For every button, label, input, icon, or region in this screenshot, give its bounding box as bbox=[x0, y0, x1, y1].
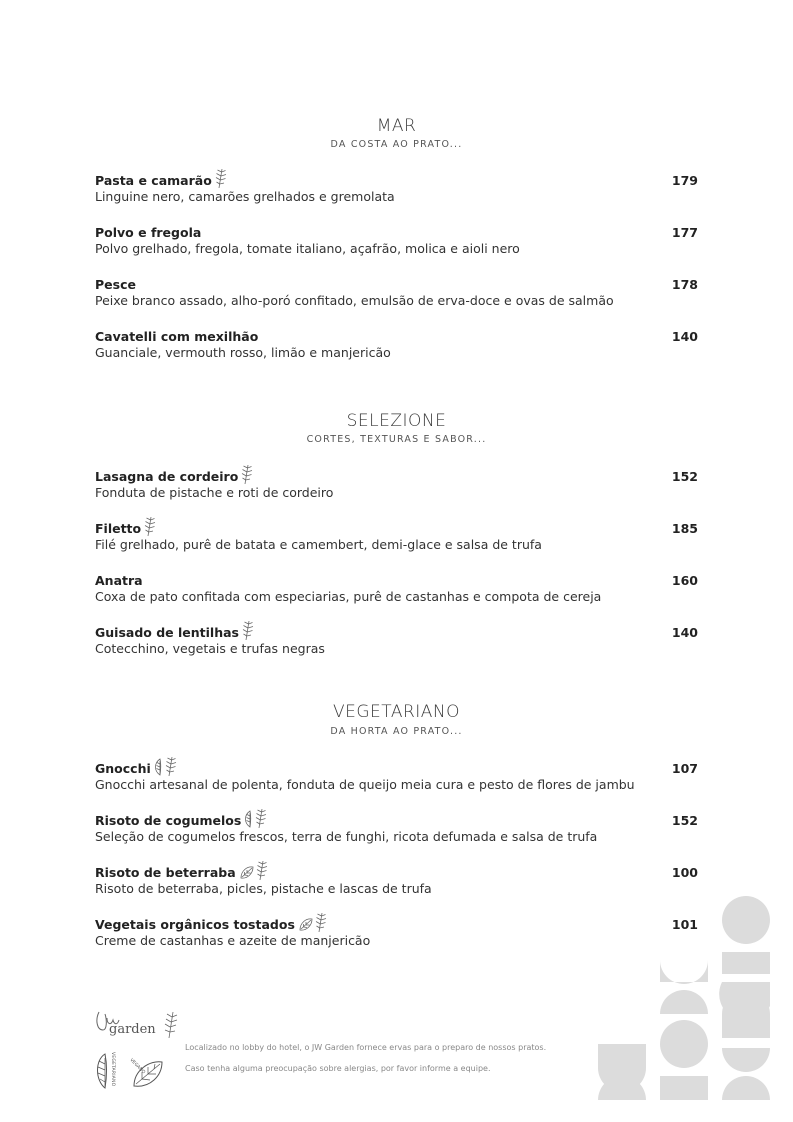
menu-item-description: Filé grelhado, purê de batata e camembert, demi-glace e salsa de trufa bbox=[95, 537, 542, 552]
jw-garden-herb-icon bbox=[315, 912, 327, 932]
menu-item-description: Gnocchi artesanal de polenta, fonduta de queijo meia cura e pesto de flores de jambu bbox=[95, 777, 635, 792]
jw-garden-herb-icon bbox=[242, 620, 254, 640]
menu-item-name-text: Risoto de cogumelos bbox=[95, 813, 242, 828]
decorative-geometric-pattern bbox=[598, 896, 773, 1104]
menu-item-price: 185 bbox=[671, 521, 698, 536]
jw-garden-logo bbox=[93, 1008, 183, 1044]
menu-item-tag-icons bbox=[298, 912, 328, 932]
menu-item-description: Coxa de pato confitada com especiarias, purê de castanhas e compota de cereja bbox=[95, 589, 602, 604]
menu-item-price: 140 bbox=[671, 329, 698, 344]
vegan-legend-label: VEGANO bbox=[128, 1058, 146, 1076]
jw-garden-logo-text: garden bbox=[109, 1022, 156, 1037]
menu-item-name bbox=[95, 516, 157, 536]
menu-item-header bbox=[95, 810, 698, 828]
menu-item-name-text: Vegetais orgânicos tostados bbox=[95, 917, 295, 932]
footer-note bbox=[185, 1037, 546, 1079]
menu-item-name bbox=[95, 620, 255, 640]
menu-item-description: Polvo grelhado, fregola, tomate italiano, açafrão, molica e aioli nero bbox=[95, 241, 520, 256]
menu-item-description: Cotecchino, vegetais e trufas negras bbox=[95, 641, 325, 656]
section-subtitle-mar: DA COSTA AO PRATO... bbox=[330, 139, 463, 150]
menu-item-price: 152 bbox=[671, 813, 698, 828]
footer-note-line-2: Caso tenha alguma preocupação sobre alergias, por favor informe a equipe. bbox=[185, 1064, 491, 1073]
jw-garden-herb-icon bbox=[215, 168, 227, 188]
menu-item-name bbox=[95, 912, 328, 932]
menu-item-tag-icons bbox=[239, 860, 269, 880]
vegetarian-leaf-icon bbox=[154, 758, 164, 776]
menu-item-header bbox=[95, 622, 698, 640]
footer-note-line-1: Localizado no lobby do hotel, o JW Garden fornece ervas para o preparo de nossos pratos. bbox=[185, 1043, 547, 1052]
menu-item-header bbox=[95, 222, 698, 240]
menu-item-name-text: Pasta e camarão bbox=[95, 173, 212, 188]
menu-item-name bbox=[95, 329, 258, 344]
menu-item-name-text: Cavatelli com mexilhão bbox=[95, 329, 259, 344]
menu-item-name-text: Polvo e fregola bbox=[95, 225, 202, 240]
menu-item-header bbox=[95, 274, 698, 292]
jw-garden-herb-icon bbox=[241, 464, 253, 484]
vegan-legend-icon bbox=[128, 1052, 168, 1092]
menu-item bbox=[95, 862, 698, 896]
menu-item bbox=[95, 518, 698, 552]
menu-item-price: 178 bbox=[671, 277, 698, 292]
menu-item-header bbox=[95, 518, 698, 536]
menu-item-name bbox=[95, 808, 268, 828]
menu-item-name-text: Filetto bbox=[95, 521, 142, 536]
menu-item-tag-icons bbox=[241, 464, 254, 484]
menu-item-price: 152 bbox=[671, 469, 698, 484]
menu-item-description: Creme de castanhas e azeite de manjericão bbox=[95, 933, 371, 948]
menu-item-price: 101 bbox=[671, 917, 698, 932]
jw-garden-herb-icon bbox=[255, 808, 267, 828]
menu-item bbox=[95, 274, 698, 308]
menu-item-name bbox=[95, 860, 269, 880]
menu-item bbox=[95, 810, 698, 844]
menu-item-name bbox=[95, 225, 201, 240]
menu-item-tag-icons bbox=[144, 516, 157, 536]
menu-item bbox=[95, 466, 698, 500]
vegetarian-legend-icon bbox=[93, 1050, 121, 1092]
menu-item-name-text: Guisado de lentilhas bbox=[95, 625, 239, 640]
menu-item bbox=[95, 622, 698, 656]
menu-item-name bbox=[95, 168, 228, 188]
menu-item-header bbox=[95, 758, 698, 776]
menu-item bbox=[95, 758, 698, 792]
menu-item bbox=[95, 170, 698, 204]
menu-item-name-text: Anatra bbox=[95, 573, 143, 588]
menu-item-description: Peixe branco assado, alho-poró confitado, emulsão de erva-doce e ovas de salmão bbox=[95, 293, 614, 308]
vegetarian-leaf-icon bbox=[244, 810, 254, 828]
jw-garden-herb-icon bbox=[256, 860, 268, 880]
menu-item-name bbox=[95, 464, 254, 484]
menu-item-name-text: Lasagna de cordeiro bbox=[95, 469, 239, 484]
menu-item-description: Linguine nero, camarões grelhados e gremolata bbox=[95, 189, 395, 204]
vegetarian-legend-label: VEGETARIANO bbox=[110, 1052, 115, 1087]
menu-item-header bbox=[95, 570, 698, 588]
menu-item-description: Seleção de cogumelos frescos, terra de funghi, ricota defumada e salsa de trufa bbox=[95, 829, 598, 844]
menu-item-name bbox=[95, 756, 178, 776]
menu-item-price: 177 bbox=[671, 225, 698, 240]
menu-item-tag-icons bbox=[215, 168, 228, 188]
menu-item-price: 160 bbox=[671, 573, 698, 588]
menu-item bbox=[95, 222, 698, 256]
menu-item-price: 100 bbox=[671, 865, 698, 880]
menu-item-header bbox=[95, 466, 698, 484]
menu-item-price: 107 bbox=[671, 761, 698, 776]
menu-item-tag-icons bbox=[154, 756, 178, 776]
menu-item-name-text: Gnocchi bbox=[95, 761, 151, 776]
menu-item-price: 179 bbox=[671, 173, 698, 188]
menu-item-description: Guanciale, vermouth rosso, limão e manjericão bbox=[95, 345, 391, 360]
menu-item bbox=[95, 326, 698, 360]
menu-item-tag-icons bbox=[244, 808, 268, 828]
jw-garden-herb-icon bbox=[165, 756, 177, 776]
section-subtitle-vegetariano: DA HORTA AO PRATO... bbox=[330, 726, 463, 737]
jw-garden-herb-icon bbox=[144, 516, 156, 536]
section-title-mar: MAR bbox=[376, 116, 417, 136]
vegan-leaf-icon bbox=[298, 916, 314, 932]
menu-item-header bbox=[95, 326, 698, 344]
menu-item bbox=[95, 570, 698, 604]
menu-item-name bbox=[95, 573, 143, 588]
menu-item-header bbox=[95, 170, 698, 188]
menu-item-price: 140 bbox=[671, 625, 698, 640]
menu-item-name-text: Pesce bbox=[95, 277, 136, 292]
vegan-leaf-icon bbox=[239, 864, 255, 880]
section-title-vegetariano: VEGETARIANO bbox=[332, 702, 461, 722]
menu-item-description: Risoto de beterraba, picles, pistache e lascas de trufa bbox=[95, 881, 432, 896]
menu-item-name-text: Risoto de beterraba bbox=[95, 865, 236, 880]
menu-item-description: Fonduta de pistache e roti de cordeiro bbox=[95, 485, 334, 500]
section-subtitle-selezione: CORTES, TEXTURAS E SABOR... bbox=[306, 434, 487, 445]
menu-item-name bbox=[95, 277, 136, 292]
menu-item-tag-icons bbox=[242, 620, 255, 640]
section-title-selezione: SELEZIONE bbox=[346, 411, 447, 431]
menu-item-header bbox=[95, 862, 698, 880]
